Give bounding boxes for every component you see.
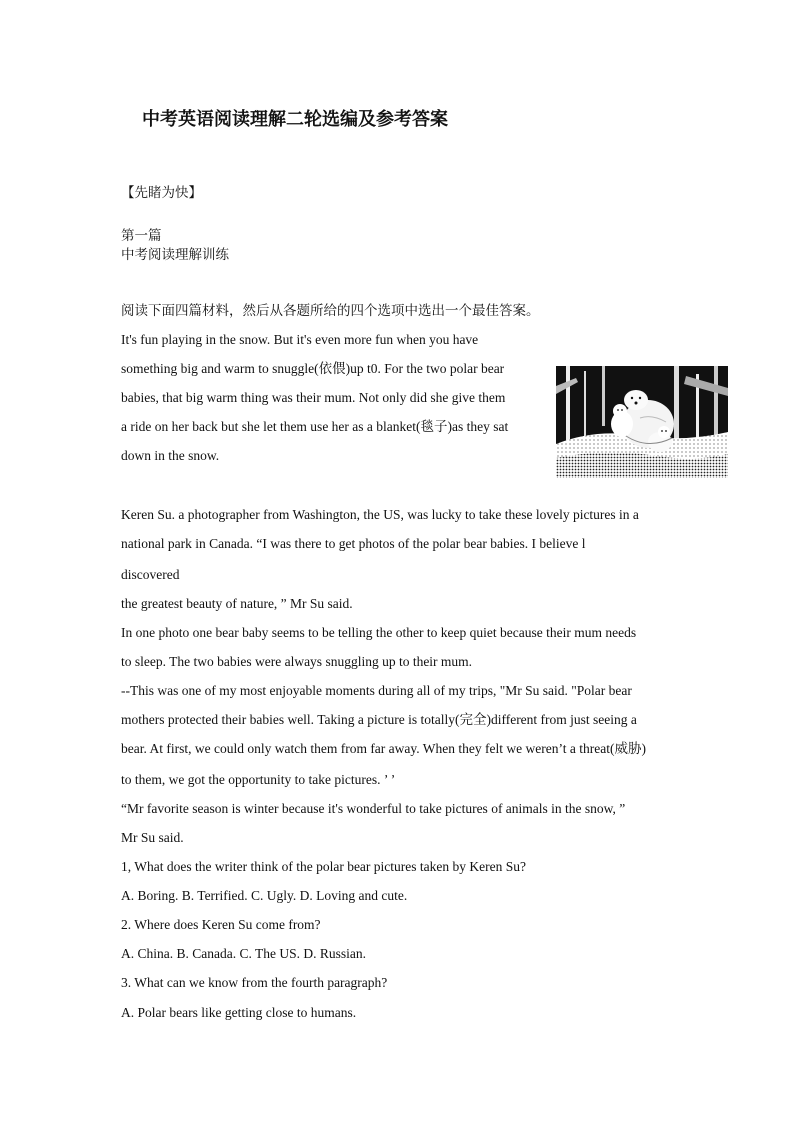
- passage-line: Mr Su said.: [121, 830, 184, 845]
- passage-line: the greatest beauty of nature, ” Mr Su said.: [121, 596, 353, 611]
- passage-line: down in the snow.: [121, 448, 220, 463]
- passage-line: discovered: [121, 567, 180, 582]
- passage-line: to sleep. The two babies were always snuggling up to their mum.: [121, 654, 473, 669]
- passage-line: “Mr favorite season is winter because it's wonderful to take pictures of animals in the snow, ”: [121, 801, 626, 816]
- question-options: A. Boring. B. Terrified. C. Ugly. D. Loving and cute.: [121, 888, 408, 903]
- section-heading: 【先睹为快】: [121, 185, 202, 201]
- question-stem: 3. What can we know from the fourth paragraph?: [121, 975, 388, 990]
- question-stem: 1, What does the writer think of the polar bear pictures taken by Keren Su?: [121, 859, 526, 874]
- passage-line: bear. At first, we could only watch them from far away. When they felt we weren’t a threat(威胁): [121, 741, 646, 756]
- polar-bears-photo-icon: [556, 366, 728, 478]
- passage-line: Keren Su. a photographer from Washington, the US, was lucky to take these lovely pictures in a: [121, 507, 639, 522]
- passage-line: to them, we got the opportunity to take pictures. ’ ’: [121, 772, 396, 787]
- part-subtitle: 中考阅读理解训练: [121, 247, 229, 263]
- passage-line: mothers protected their babies well. Taking a picture is totally(完全)different from just seeing a: [121, 712, 637, 727]
- question-stem: 2. Where does Keren Su come from?: [121, 917, 321, 932]
- passage-line: national park in Canada. “I was there to get photos of the polar bear babies. I believe l: [121, 536, 586, 551]
- part-label: 第一篇: [121, 228, 162, 244]
- page-title: 中考英语阅读理解二轮选编及参考答案: [142, 109, 448, 130]
- passage-line: a ride on her back but she let them use her as a blanket(毯子)as they sat: [121, 419, 509, 434]
- question-options: A. Polar bears like getting close to humans.: [121, 1005, 357, 1020]
- passage-line: babies, that big warm thing was their mum. Not only did she give them: [121, 390, 506, 405]
- passage-line: something big and warm to snuggle(依偎)up t0. For the two polar bear: [121, 361, 505, 376]
- passage-line: In one photo one bear baby seems to be telling the other to keep quiet because their mum needs: [121, 625, 637, 640]
- passage-line: --This was one of my most enjoyable moments during all of my trips, "Mr Su said. "Polar bear: [121, 683, 632, 698]
- passage-line: It's fun playing in the snow. But it's even more fun when you have: [121, 332, 479, 347]
- instructions: 阅读下面四篇材料，然后从各题所给的四个选项中选出一个最佳答案。: [121, 303, 540, 319]
- question-options: A. China. B. Canada. C. The US. D. Russian.: [121, 946, 366, 961]
